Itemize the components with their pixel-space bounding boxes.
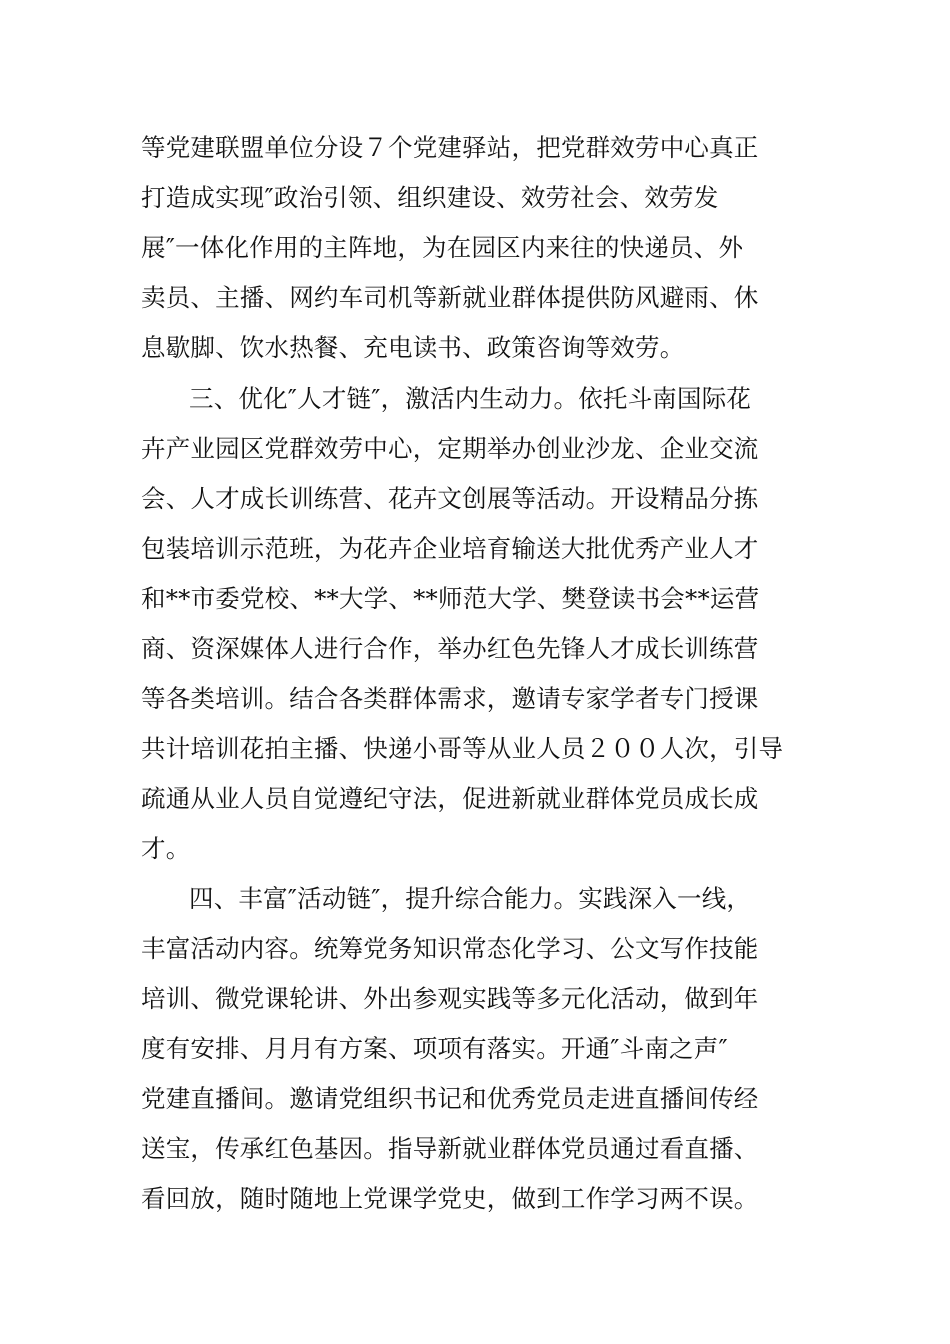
- section-heading-line: 四、丰富″活动链″，提升综合能力。实践深入一线，: [189, 884, 752, 913]
- text-line: 才。: [141, 834, 191, 863]
- text-line: 共计培训花拍主播、快递小哥等从业人员２００人次，引导: [141, 734, 784, 763]
- text-line: 送宝，传承红色基因。指导新就业群体党员通过看直播、: [141, 1134, 759, 1163]
- text-line: 打造成实现″政治引领、组织建设、效劳社会、效劳发: [141, 183, 719, 212]
- text-line: 卖员、主播、网约车司机等新就业群体提供防风避雨、休: [141, 283, 759, 312]
- text-line: 会、人才成长训练营、花卉文创展等活动。开设精品分拣: [141, 484, 759, 513]
- text-line: 包装培训示范班，为花卉企业培育输送大批优秀产业人才: [141, 534, 759, 563]
- text-line: 和**市委党校、**大学、**师范大学、樊登读书会**运营: [141, 584, 760, 613]
- text-line: 展″一体化作用的主阵地，为在园区内来往的快递员、外: [141, 233, 744, 262]
- text-line: 党建直播间。邀请党组织书记和优秀党员走进直播间传经: [141, 1084, 759, 1113]
- text-line: 卉产业园区党群效劳中心，定期举办创业沙龙、企业交流: [141, 434, 759, 463]
- text-line: 丰富活动内容。统筹党务知识常态化学习、公文写作技能: [141, 934, 759, 963]
- text-line: 培训、微党课轮讲、外出参观实践等多元化活动，做到年: [141, 984, 759, 1013]
- text-line: 等各类培训。结合各类群体需求，邀请专家学者专门授课: [141, 684, 759, 713]
- text-line: 度有安排、月月有方案、项项有落实。开通″斗南之声″: [141, 1034, 728, 1063]
- text-line: 息歇脚、饮水热餐、充电读书、政策咨询等效劳。: [141, 333, 685, 362]
- text-line: 疏通从业人员自觉遵纪守法，促进新就业群体党员成长成: [141, 784, 759, 813]
- text-line: 看回放，随时随地上党课学党史，做到工作学习两不误。: [141, 1184, 759, 1213]
- text-line: 等党建联盟单位分设７个党建驿站，把党群效劳中心真正: [141, 133, 759, 162]
- section-heading-line: 三、优化″人才链″，激活内生动力。依托斗南国际花: [189, 384, 752, 413]
- text-line: 商、资深媒体人进行合作，举办红色先锋人才成长训练营: [141, 634, 759, 663]
